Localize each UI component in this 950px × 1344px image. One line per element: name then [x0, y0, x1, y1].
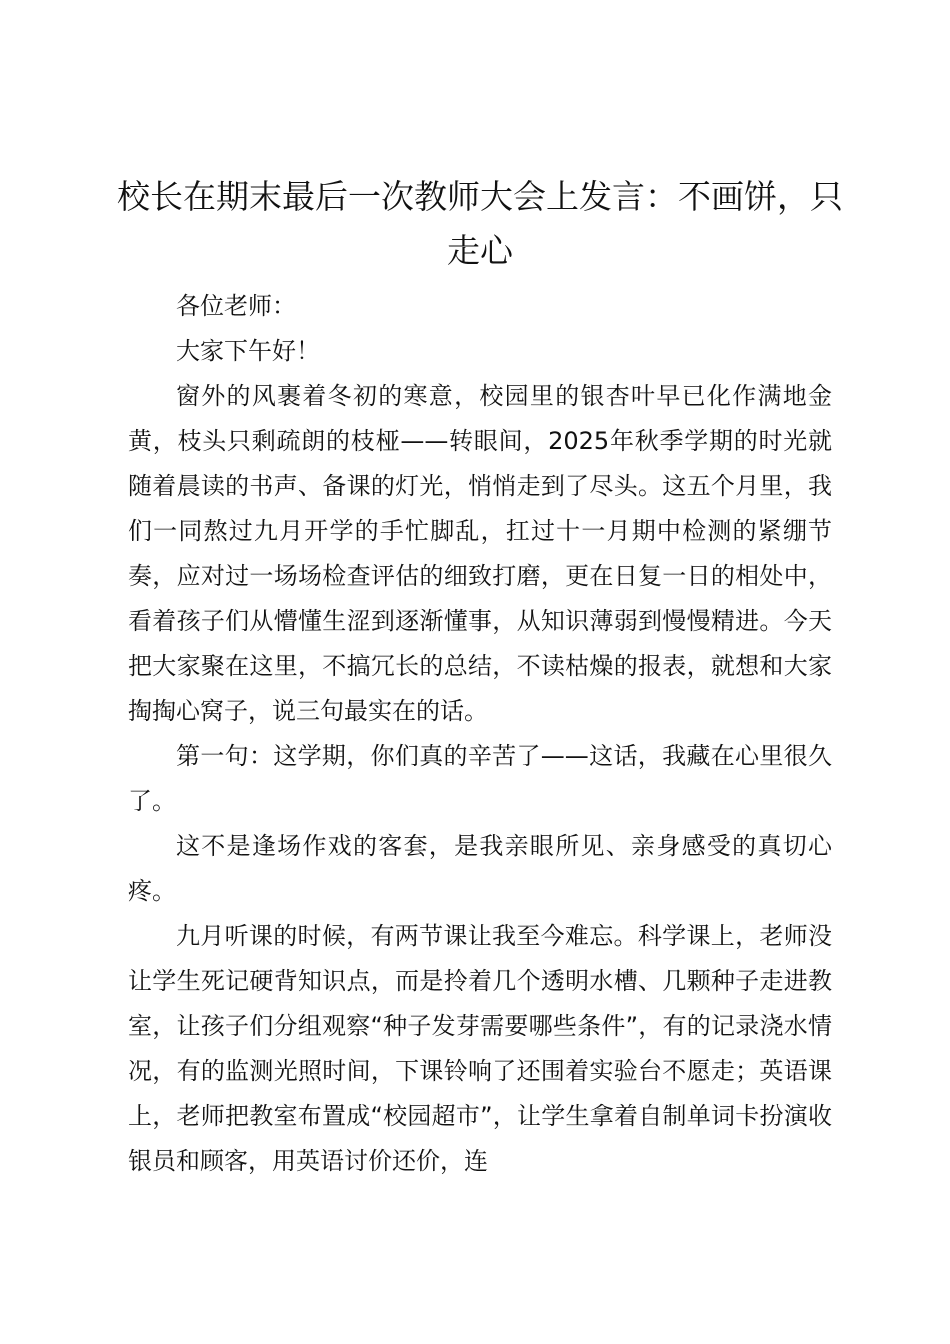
paragraph-greeting: 大家下午好！ — [176, 337, 320, 365]
document-title: 校长在期末最后一次教师大会上发言：不画饼，只走心 — [117, 177, 843, 270]
paragraph-intro: 窗外的风裹着冬初的寒意，校园里的银杏叶早已化作满地金黄，枝头只剩疏朗的枝桠——转眼间，2025年秋季学期的时光就随着晨读的书声、备课的灯光，悄悄走到了尽头。这五个月里，我们一同熬过九月开学的手忙脚乱，扛过十一月期中检测的紧绷节奏，应对过一场场检查评估的细致打磨，更在日复一日的相处中，看着孩子们从懵懂生涩到逐渐懂事，从知识薄弱到慢慢精进。今天把大家聚在这里，不搞冗长的总结，不读枯燥的报表，就想和大家掏掏心窝子，说三句最实在的话。 — [128, 382, 832, 725]
paragraph-first-point: 第一句：这学期，你们真的辛苦了——这话，我藏在心里很久了。 — [128, 742, 832, 815]
paragraph-sincerity: 这不是逢场作戏的客套，是我亲眼所见、亲身感受的真切心疼。 — [128, 832, 832, 905]
document-page — [117, 170, 843, 1184]
paragraph-salutation: 各位老师： — [176, 292, 296, 320]
paragraph-september-classes: 九月听课的时候，有两节课让我至今难忘。科学课上，老师没让学生死记硬背知识点，而是拎着几个透明水槽、几颗种子走进教室，让孩子们分组观察“种子发芽需要哪些条件”，有的记录浇水情况，有的监测光照时间，下课铃响了还围着实验台不愿走；英语课上，老师把教室布置成“校园超市”，让学生拿着自制单词卡扮演收银员和顾客，用英语讨价还价，连 — [128, 922, 832, 1175]
